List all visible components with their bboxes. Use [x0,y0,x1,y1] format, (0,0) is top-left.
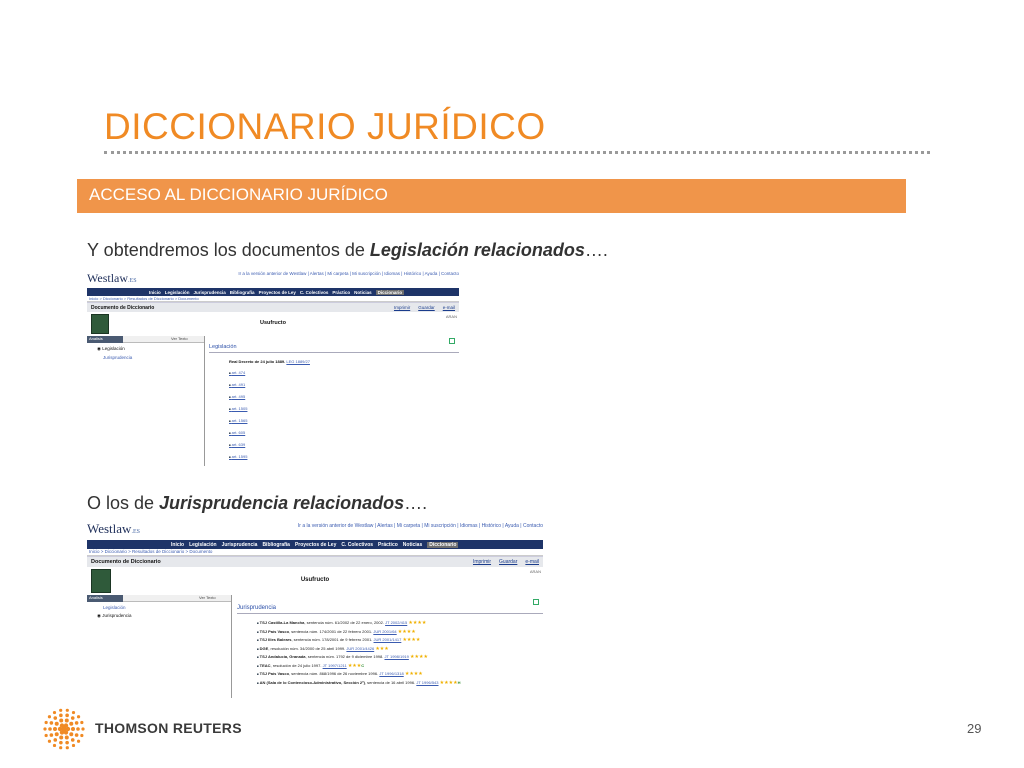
relevance-stars-icon: ★★★ [347,662,362,669]
email-link[interactable]: e-mail [525,559,539,565]
case-reference-link[interactable]: JUR 2001/4426 [346,645,375,651]
case-court: AN (Sala de lo Contencioso-Administrativo, Sección 2ª) [259,679,365,685]
document-title: Documento de Diccionario [91,559,161,565]
article-link[interactable]: ■ art. 639 [229,442,459,447]
law-item [229,359,459,364]
case-court: TSJ Castilla-La Mancha [259,620,305,625]
view-text-link[interactable]: Ver Texto [171,336,188,341]
author-tag: ARAN [529,569,541,574]
caption-emphasis: Jurisprudencia relacionados [159,493,405,513]
nav-item[interactable]: Jurisprudencia [193,289,226,295]
analysis-panel [87,595,232,698]
case-detail: , resolución núm. 34/2000 de 25 abril 1999. [268,645,346,651]
print-link[interactable]: Imprimir [393,305,411,310]
nav-item[interactable]: C. Colectivos [299,289,329,295]
nav-item[interactable]: Legislación [189,541,217,548]
results-heading: Legislación [209,344,459,353]
view-text-link[interactable]: Ver Texto [199,595,216,600]
case-reference-link[interactable]: JT 1997/1211 [322,662,347,668]
slide-title: DICCIONARIO JURÍDICO [104,106,546,147]
article-link[interactable]: ■ art. 474 [229,370,459,375]
case-reference-link[interactable]: JUR 2001/64 [373,628,397,634]
document-body [87,336,459,466]
westlaw-header [87,268,459,288]
footer-brand: THOMSON REUTERS [95,720,242,736]
save-link[interactable]: Guardar [499,559,518,565]
tree-item-jurisprudencia[interactable] [97,613,231,619]
relevance-stars-icon: ★★★★ [397,628,416,635]
legislacion-screenshot [87,268,459,475]
case-marker: C [361,662,365,668]
nav-item[interactable]: Inicio [149,289,161,295]
expand-icon[interactable] [449,338,455,344]
nav-item[interactable]: Proyectos de Ley [294,541,337,548]
article-link[interactable]: ■ art. 1595 [229,454,459,459]
relevance-stars-icon: ★★★★ [402,637,421,643]
relevance-stars-icon: ★★★★ [439,679,458,686]
article-link[interactable]: ■ art. 1505 [229,406,459,411]
document-toolbar [87,556,543,567]
tree-label: Jurisprudencia [102,613,132,618]
title-divider [104,151,930,154]
case-row [257,629,543,635]
legislacion-caption [87,240,608,261]
article-link[interactable]: ■ art. 491 [229,382,459,387]
case-court: TSJ Andalucía, Granada [259,654,306,659]
case-reference-link[interactable]: JT 2002/415 [385,620,408,625]
main-nav [87,288,459,296]
relevance-stars-icon: ★★★ [375,645,389,652]
case-detail: , sentencia de 16 abril 1996. [364,679,416,685]
print-link[interactable]: Imprimir [472,559,492,565]
nav-item[interactable]: Legislación [164,289,190,295]
results-panel [209,344,459,466]
article-link[interactable]: ■ art. 495 [229,394,459,399]
case-detail: , sentencia núm. 868/1996 de 26 noviembre 1996. [289,671,379,676]
document-toolbar [87,302,459,312]
case-reference-link[interactable]: JT 1996/1318 [379,671,404,676]
case-reference-link[interactable]: JT 1998/1919 [384,654,409,659]
tab-analisis[interactable]: Analisis [87,336,123,343]
case-row [257,646,543,652]
nav-item[interactable]: Inicio [171,541,185,548]
westlaw-logo[interactable] [87,521,140,537]
tree-label: Legislación [102,346,125,351]
jurisprudencia-screenshot [87,518,543,698]
document-header [87,567,543,595]
caption-text: O los de [87,493,160,513]
dictionary-term: Usufructo [260,320,286,326]
westlaw-logo-suffix: .ES [128,278,137,284]
radio-selected-icon: ◉ [97,613,101,618]
breadcrumb[interactable]: Inicio > Diccionario > Resultados de Diccionario > Documento [87,549,543,556]
westlaw-logo-suffix: .ES [131,529,140,535]
case-row [257,680,543,686]
case-detail: , sentencia núm. 61/2002 de 22 enero, 2002. [304,620,384,625]
caption-ellipsis: …. [404,493,428,513]
case-court: DGE [259,645,269,651]
author-tag: ARAN [445,314,457,319]
case-court: TSJ País Vasco [259,628,290,634]
jurisprudencia-caption [87,493,427,514]
nav-item[interactable]: Diccionario [377,289,403,295]
law-reference-link[interactable]: LEG 1889/27 [286,359,310,364]
westlaw-logo[interactable] [87,271,137,286]
caption-emphasis: Legislación relacionados [369,240,585,260]
tree-item-jurisprudencia[interactable]: Jurisprudencia [103,355,133,360]
case-row [257,637,543,643]
relevance-stars-icon: ★★★★ [410,654,428,660]
results-panel [237,605,543,698]
document-body [87,595,543,698]
section-banner: ACCESO AL DICCIONARIO JURÍDICO [77,179,906,213]
case-court: TEAC [259,662,271,668]
nav-item[interactable]: Noticias [354,289,372,295]
caption-text: Y obtendremos los documentos de [87,240,370,260]
radio-selected-icon: ◉ [97,346,101,351]
law-title: Real Decreto de 24 julio 1889. [229,359,286,364]
email-link[interactable]: e-mail [442,305,455,310]
case-reference-link[interactable]: JT 1996/543 [416,679,439,685]
case-detail: , sentencia núm. 178/2001 de 9 febrero 2001. [291,637,373,642]
document-title: Documento de Diccionario [91,304,155,311]
nav-item[interactable]: C. Colectivos [341,541,374,548]
article-link[interactable]: ■ art. 605 [229,430,459,435]
case-detail: , sentencia núm. 1792 de 9 diciembre 1998. [305,654,384,659]
main-nav [87,540,543,549]
dictionary-term: Usufructo [300,577,330,583]
analysis-panel [87,336,205,466]
nav-item[interactable]: Jurisprudencia [221,541,258,548]
case-reference-link[interactable]: JUR 2001/1417 [373,637,402,642]
nav-item[interactable]: Práctico [378,541,398,548]
breadcrumb[interactable]: Inicio > Diccionario > Resultados de Diccionario > Documento [87,296,459,302]
nav-item[interactable]: Bibliografía [262,541,290,548]
nav-item[interactable]: Proyectos de Ley [258,289,296,295]
westlaw-logo-text: Westlaw [87,271,129,285]
top-links[interactable]: Ir a la versión anterior de Westlaw | Alertas | Mi carpeta | Mi suscripción | Idiomas | Histórico | Ayuda | Contacto [238,271,459,276]
tree-item-legislacion[interactable] [97,346,204,352]
case-detail: , resolución de 24 julio 1997. [270,662,322,668]
tree-item-legislacion[interactable]: Legislación [103,605,126,610]
case-row [257,654,543,660]
tab-analisis[interactable]: Analisis [87,595,123,602]
nav-item[interactable]: Diccionario [429,541,457,548]
expand-icon[interactable] [533,599,539,605]
case-court: TSJ País Vasco [259,671,290,676]
thomson-reuters-logo-icon [42,707,86,751]
case-court: TSJ Illes Balears [259,637,292,642]
relevance-stars-icon: ★★★★ [404,671,423,677]
westlaw-header [87,518,543,540]
caption-ellipsis: …. [584,240,608,260]
case-marker: H [457,679,461,685]
case-row [257,620,543,626]
nav-item[interactable]: Noticias [402,541,423,548]
nav-item[interactable]: Práctico [332,289,351,295]
article-link[interactable]: ■ art. 1565 [229,418,459,423]
top-links[interactable]: Ir a la versión anterior de Westlaw | Alertas | Mi carpeta | Mi suscripción | Idiomas | Histórico | Ayuda | Contacto [297,523,543,529]
page-number: 29 [967,721,982,736]
westlaw-logo-text: Westlaw [87,521,132,536]
relevance-stars-icon: ★★★★ [408,620,427,626]
results-heading: Jurisprudencia [237,605,543,614]
case-row [257,671,543,677]
case-detail: , sentencia núm. 174/2001 de 22 febrero 2001. [289,628,373,634]
case-row [257,663,543,669]
nav-item[interactable]: Bibliografía [229,289,255,295]
save-link[interactable]: Guardar [418,305,435,310]
document-header [87,312,459,336]
